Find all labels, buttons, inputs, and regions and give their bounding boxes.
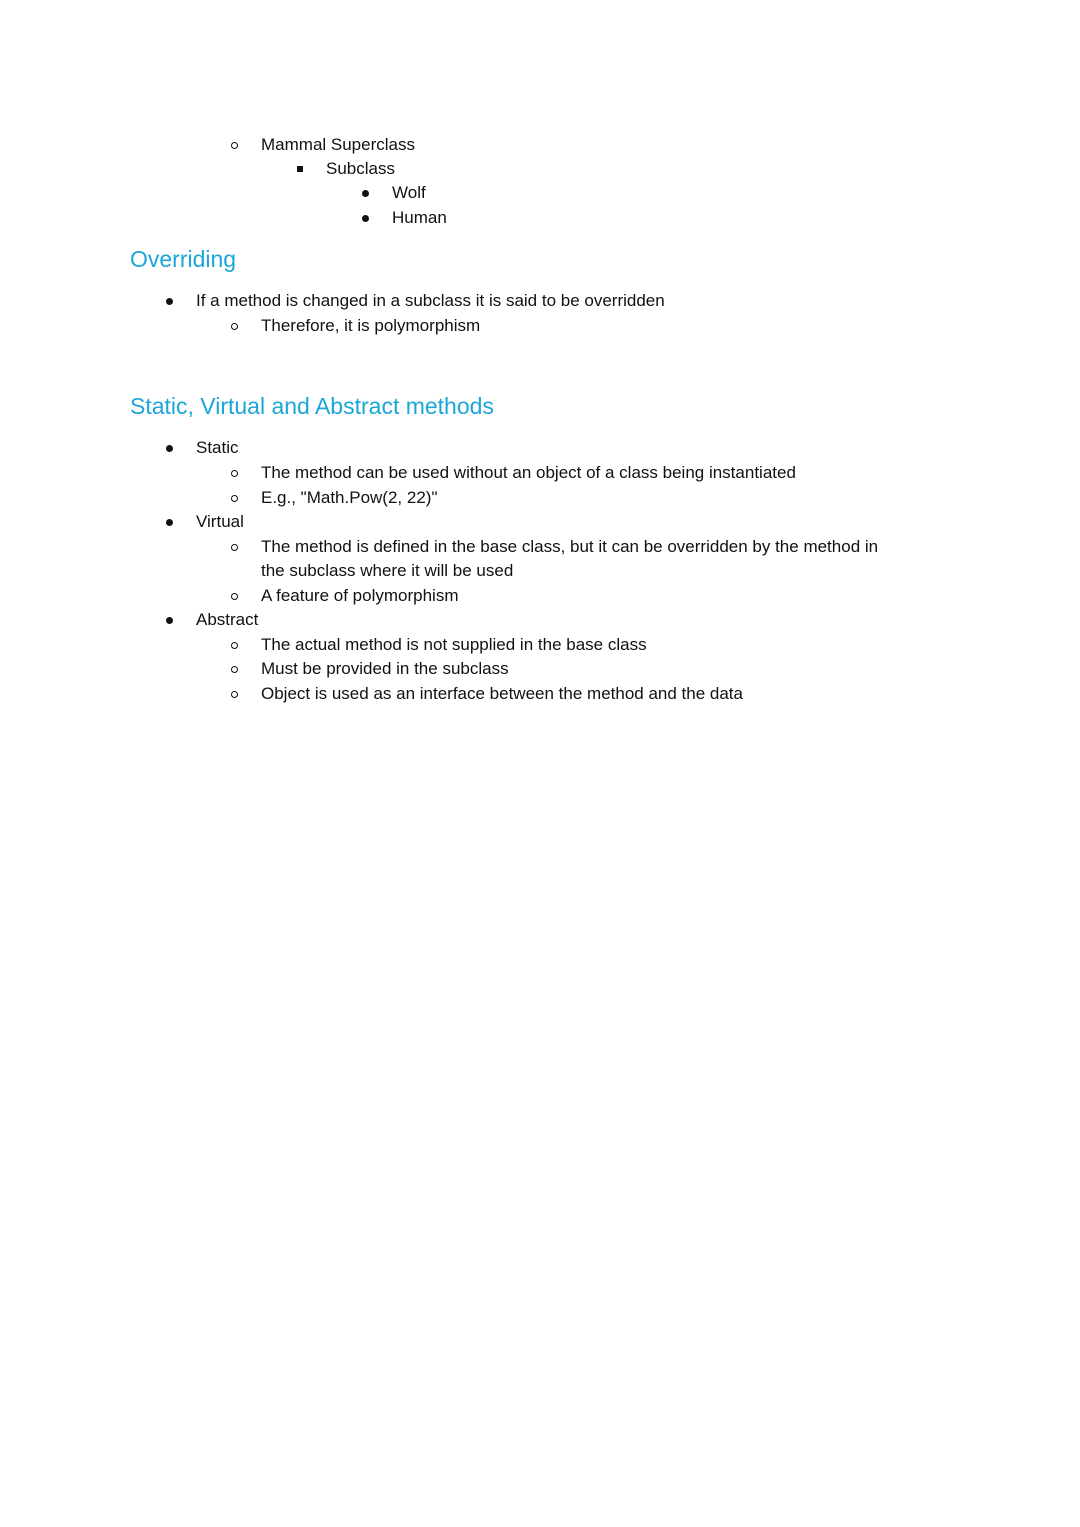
ring-bullet-icon <box>224 535 244 559</box>
virtual-label: Virtual <box>196 512 244 531</box>
overriding-subpoint: Therefore, it is polymorphism <box>261 316 481 335</box>
square-bullet-icon <box>290 157 310 181</box>
list-item-subclass: Subclass <box>326 159 395 178</box>
virtual-subpoint-1-line-1: The method is defined in the base class, but it can be overridden by the method in <box>261 537 879 556</box>
overriding-point: If a method is changed in a subclass it is said to be overridden <box>196 291 665 310</box>
abstract-subpoint-2: Must be provided in the subclass <box>261 659 509 678</box>
ring-bullet-icon <box>224 461 244 485</box>
dot-bullet-icon <box>159 608 179 632</box>
static-subpoint-2: E.g., "Math.Pow(2, 22)" <box>261 488 438 507</box>
virtual-subpoint-2: A feature of polymorphism <box>261 586 459 605</box>
static-subpoint-1: The method can be used without an object of a class being instantiated <box>261 463 796 482</box>
ring-bullet-icon <box>224 486 244 510</box>
list-item-mammal-superclass: Mammal Superclass <box>261 135 415 154</box>
virtual-subpoint-1-line-2: the subclass where it will be used <box>261 561 514 580</box>
list-item-wolf: Wolf <box>392 183 426 202</box>
dot-bullet-icon <box>159 289 179 313</box>
abstract-subpoint-1: The actual method is not supplied in the base class <box>261 635 647 654</box>
list-item-human: Human <box>392 208 447 227</box>
dot-bullet-icon <box>159 510 179 534</box>
dot-bullet-icon <box>159 436 179 460</box>
abstract-subpoint-3: Object is used as an interface between the method and the data <box>261 684 743 703</box>
ring-bullet-icon <box>224 133 244 157</box>
ring-bullet-icon <box>224 633 244 657</box>
ring-bullet-icon <box>224 584 244 608</box>
abstract-label: Abstract <box>196 610 259 629</box>
ring-bullet-icon <box>224 682 244 706</box>
methods-heading: Static, Virtual and Abstract methods <box>130 393 494 419</box>
overriding-heading: Overriding <box>130 246 237 272</box>
ring-bullet-icon <box>224 314 244 338</box>
static-label: Static <box>196 438 239 457</box>
dot-bullet-icon <box>355 181 375 205</box>
ring-bullet-icon <box>224 657 244 681</box>
dot-bullet-icon <box>355 206 375 230</box>
